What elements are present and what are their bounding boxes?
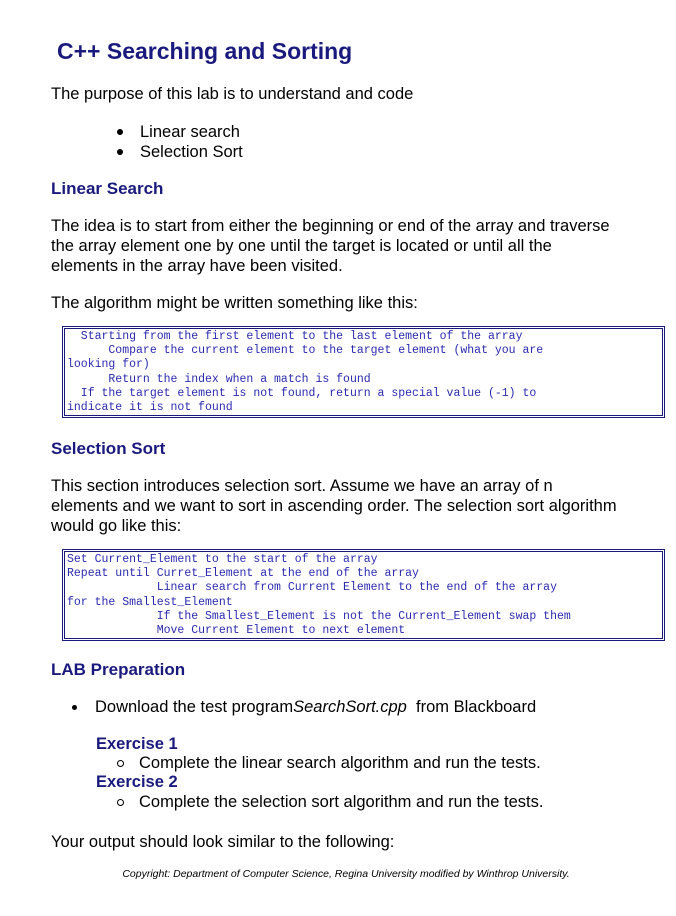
list-item-text: Selection Sort (140, 143, 243, 161)
paragraph-line: The idea is to start from either the beginning or end of the array and traverse (51, 217, 610, 235)
code-line: indicate it is not found (67, 401, 233, 415)
code-line: Starting from the first element to the last element of the array (67, 330, 523, 343)
algorithm-intro: The algorithm might be written something like this: (51, 294, 418, 312)
paragraph-line: This section introduces selection sort. Assume we have an array of n (51, 477, 553, 495)
selection-paragraph (51, 476, 617, 536)
exercise-1-task (117, 754, 541, 773)
exercise-task-text: Complete the selection sort algorithm and run the tests. (139, 793, 544, 811)
exercise-2-task (117, 793, 543, 812)
section-heading-linear: Linear Search (51, 179, 164, 198)
paragraph-line: the array element one by one until the target is located or until all the (51, 237, 552, 255)
paragraph-line: would go like this: (51, 517, 182, 535)
linear-search-code-box (62, 326, 665, 418)
code-line: Compare the current element to the target element (what you are (67, 344, 544, 358)
linear-paragraph (51, 216, 610, 276)
exercise-2-heading: Exercise 2 (96, 773, 178, 791)
code-line: If the Smallest_Element is not the Current_Element swap them (67, 609, 571, 623)
bullet-icon (117, 129, 123, 135)
paragraph-line: elements in the array have been visited. (51, 257, 343, 275)
circle-bullet-icon (117, 799, 124, 806)
download-text: Download the test program (95, 698, 294, 716)
bullet-icon (72, 705, 77, 710)
paragraph-line: elements and we want to sort in ascending order. The selection sort algorithm (51, 497, 617, 515)
bullet-icon (117, 149, 123, 155)
code-line: Move Current Element to next element (67, 624, 406, 638)
list-item (117, 122, 243, 142)
exercise-task-text: Complete the linear search algorithm and run the tests. (139, 754, 541, 772)
exercise-1-heading: Exercise 1 (96, 735, 178, 753)
selection-sort-code-box (62, 549, 665, 641)
topic-list (117, 122, 243, 162)
code-line: Repeat until Curret_Element at the end of the array (67, 567, 419, 581)
list-item-text: Linear search (140, 123, 240, 141)
list-item (117, 142, 243, 162)
section-heading-lab: LAB Preparation (51, 660, 186, 679)
page-title: C++ Searching and Sorting (57, 38, 353, 64)
copyright-footer: Copyright: Department of Computer Science, Regina University modified by Winthrop University. (122, 868, 570, 880)
circle-bullet-icon (117, 760, 124, 767)
download-filename: SearchSort.cpp (293, 698, 407, 716)
code-line: Linear search from Current Element to the end of the array (67, 581, 557, 595)
download-source: from Blackboard (406, 698, 537, 716)
download-item (72, 697, 536, 717)
intro-text: The purpose of this lab is to understand and code (51, 85, 414, 103)
code-line: for the Smallest_Element (67, 595, 233, 609)
output-note: Your output should look similar to the following: (51, 833, 395, 851)
code-line: Return the index when a match is found (67, 372, 371, 386)
section-heading-selection: Selection Sort (51, 439, 166, 458)
code-line: looking for) (67, 358, 150, 372)
code-line: Set Current_Element to the start of the array (67, 553, 378, 566)
code-line: If the target element is not found, return a special value (-1) to (67, 386, 537, 400)
